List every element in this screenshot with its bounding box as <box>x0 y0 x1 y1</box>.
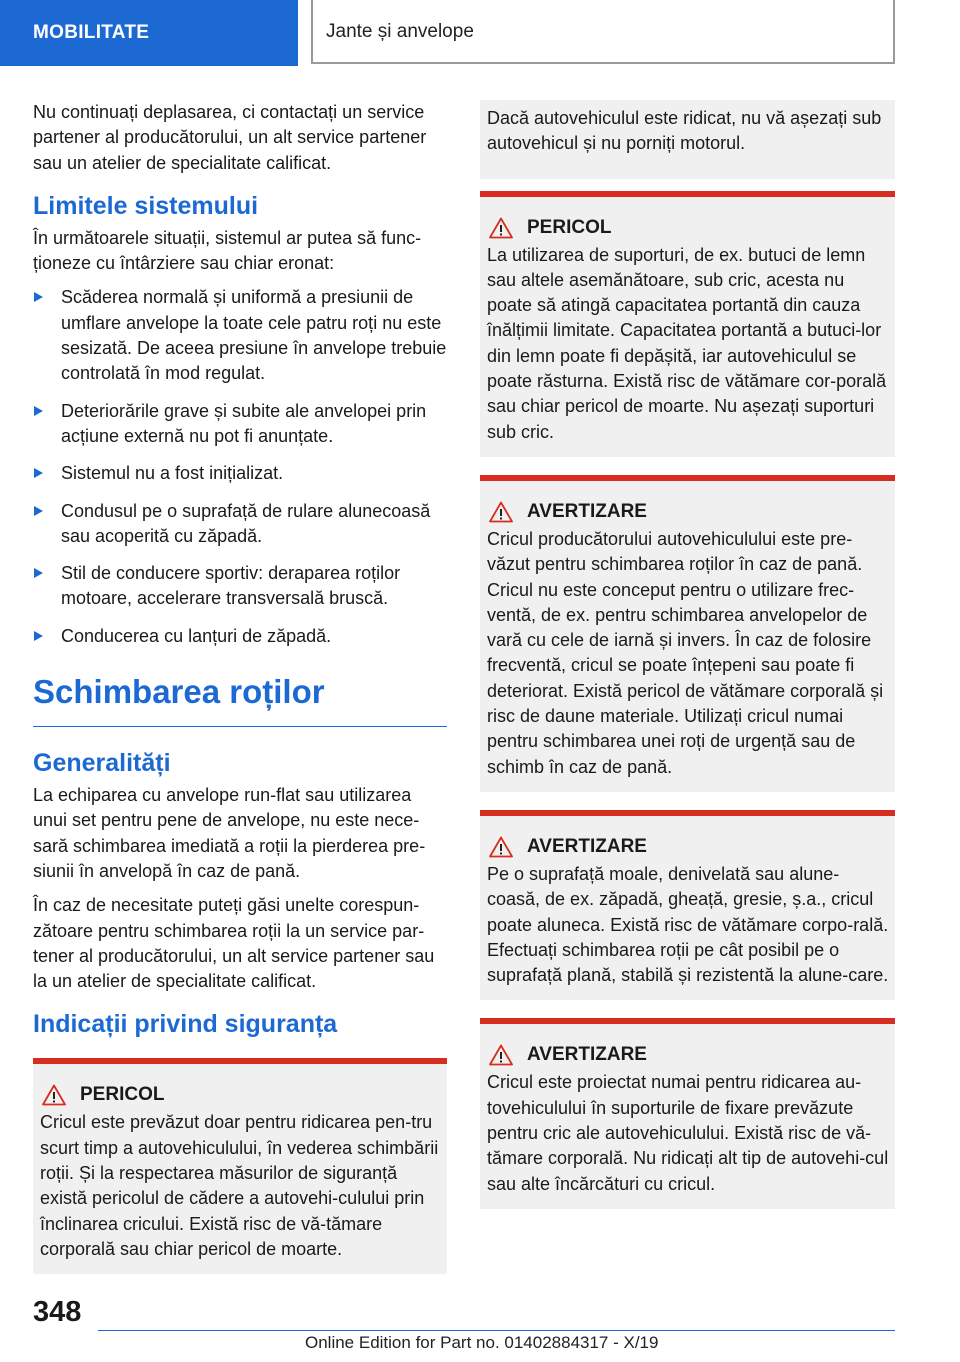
intro-paragraph: Nu continuați deplasarea, ci contactați un service partener al producătorului, un alt service partener sau un atelier de specialitate calificat. <box>33 102 427 173</box>
list-item <box>33 499 447 550</box>
box-text: Cricul producătorului autovehiculului este pre-văzut pentru schimbarea roților în caz de pană. Cricul nu este conceput pentru o utilizare frec-ventă, de ex. pentru schimbarea anvelopelor de vară cu cele de iarnă și invers. În caz de folosire frecventă, cricul se poate înțepeni sau poate fi deteriorat. Există pericol de vătămare corporală și risc de daune materiale. Utilizați cricul numai pentru schimbarea unei roți de urgență sau de schimb în caz de pană. <box>487 528 884 777</box>
limits-intro: În următoarele situații, sistemul ar putea să func-ționeze cu întârziere sau chiar eronat: <box>33 227 422 274</box>
main-heading: Schimbarea roților <box>33 671 447 727</box>
box-title: PERICOL <box>527 216 612 238</box>
bullet-triangle-icon <box>34 568 43 578</box>
chapter-title: Jante și anvelope <box>311 0 895 64</box>
list-item-text: Stil de conducere sportiv: deraparea roților motoare, accelerare transversală bruscă. <box>61 563 401 609</box>
general-paragraph-2: În caz de necesitate puteți găsi unelte corespun-zătoare pentru schimbarea roții la un service par-tener al producătorului, un alt service partener sau la un atelier de specialitate calificat. <box>33 895 435 992</box>
warning-box <box>480 1018 895 1208</box>
list-item <box>33 461 447 486</box>
list-item <box>33 399 447 450</box>
warning-triangle-icon <box>489 1044 513 1066</box>
list-item-text: Conducerea cu lanțuri de zăpadă. <box>61 625 332 646</box>
bullet-triangle-icon <box>34 631 43 641</box>
danger-box <box>33 1058 447 1274</box>
info-box <box>480 100 895 179</box>
box-title: AVERTIZARE <box>527 835 647 857</box>
bullet-triangle-icon <box>34 506 43 516</box>
list-item-text: Condusul pe o suprafață de rulare alunecoasă sau acoperită cu zăpadă. <box>61 500 431 546</box>
list-item <box>33 624 447 649</box>
page-header <box>0 0 960 66</box>
box-header <box>487 834 889 860</box>
limits-list <box>33 285 447 649</box>
warning-box <box>480 475 895 792</box>
limits-heading: Limitele sistemului <box>33 191 259 220</box>
warning-triangle-icon <box>489 836 513 858</box>
box-header <box>487 499 889 525</box>
bullet-triangle-icon <box>34 468 43 478</box>
danger-box <box>480 191 895 457</box>
box-title: PERICOL <box>80 1084 165 1106</box>
list-item <box>33 285 447 386</box>
box-text: Cricul este proiectat numai pentru ridicarea au-tovehiculului în suporturile de fixare prevăzute pentru cric ale autovehiculului. Există risc de vă-tămare corporală. Nu ridicați alt tip de autovehi-cul sau alte încărcături cu cricul. <box>487 1072 889 1194</box>
box-text: La utilizarea de suporturi, de ex. butuci de lemn sau altele asemănătoare, sub cric, acesta nu poate să atingă capacitatea portantă din cauza înălțimii limitate. Capacitatea portantă a butuci-lor din lemn poate fi depășită, iar autovehiculul se poate răsturna. Există risc de vătămare cor-porală sau chiar pericol de moarte. Nu așezați suporturi sub cric. <box>487 244 887 442</box>
list-item <box>33 561 447 612</box>
box-title: AVERTIZARE <box>527 500 647 522</box>
box-text: Pe o suprafață moale, denivelată sau alune-coasă, de ex. zăpadă, gheață, gresie, ș.a., cricul poate aluneca. Există risc de vătămare corpo-rală. Efectuați schimbarea roții pe cât posibil pe o suprafață plană, stabilă și rezistentă la alune-care. <box>487 863 889 986</box>
list-item-text: Sistemul nu a fost inițializat. <box>61 463 284 484</box>
bullet-triangle-icon <box>34 292 43 302</box>
warning-triangle-icon <box>489 501 513 523</box>
list-item-text: Deteriorările grave și subite ale anvelopei prin acțiune externă nu pot fi anunțate. <box>61 400 427 446</box>
edition-note: Online Edition for Part no. 01402884317 - X/19 <box>305 1333 659 1352</box>
bullet-triangle-icon <box>34 406 43 416</box>
right-column <box>480 100 895 1227</box>
general-paragraph-1: La echiparea cu anvelope run-flat sau utilizarea unui set pentru pene de anvelope, nu este nece-sară schimbarea imediată a roții la pierderea pre-siunii în anvelopă în caz de pană. <box>33 785 426 881</box>
warning-box <box>480 810 895 1000</box>
box-header <box>40 1082 441 1108</box>
safety-heading: Indicații privind siguranța <box>33 1010 338 1039</box>
section-tab[interactable]: MOBILITATE <box>0 0 298 66</box>
box-text: Cricul este prevăzut doar pentru ridicarea pen-tru scurt timp a autovehiculului, în vederea schimbării roții. Și la respectarea măsurilor de siguranță există pericolul de cădere a autovehi-culului prin înclinarea cricului. Există risc de vă-tămare corporală sau chiar pericol de moarte. <box>40 1112 439 1259</box>
box-header <box>487 1042 889 1068</box>
warning-triangle-icon <box>489 217 513 239</box>
warning-triangle-icon <box>42 1084 66 1106</box>
footer-divider <box>98 1330 895 1331</box>
box-header <box>487 215 889 241</box>
list-item-text: Scăderea normală și uniformă a presiunii de umflare anvelope la toate cele patru roți nu este sesizată. De aceea presiune în anvelope trebuie controlată în mod regulat. <box>61 287 447 384</box>
box-text: Dacă autovehiculul este ridicat, nu vă așezați sub autovehicul și nu porniți motorul. <box>487 108 882 154</box>
page-number: 348 <box>33 1296 82 1328</box>
box-title: AVERTIZARE <box>527 1044 647 1066</box>
left-column <box>33 100 447 1292</box>
general-heading: Generalități <box>33 749 171 778</box>
